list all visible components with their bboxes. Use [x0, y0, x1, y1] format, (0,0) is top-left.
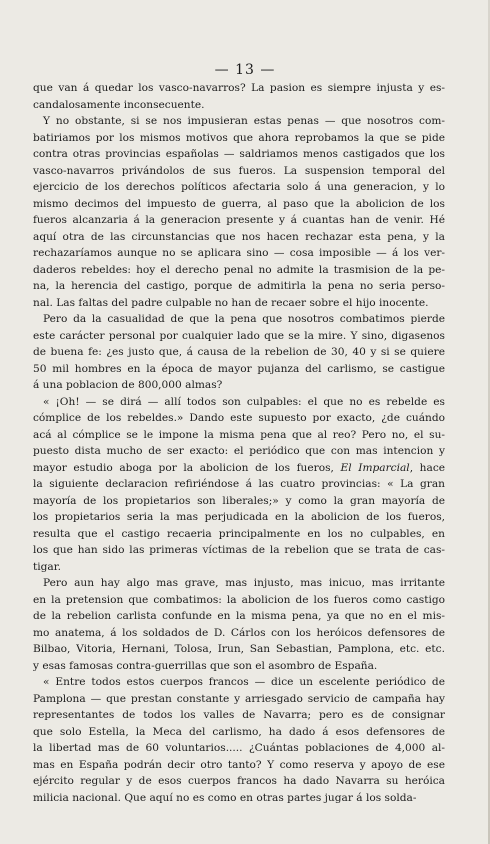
text-line: mismo decimos del impuesto de guerra, al paso que la abolicion de los — [33, 197, 445, 210]
text-line: los propietarios seria la mas perjudicada en la abolicion de los fueros, — [33, 511, 445, 523]
text-line: resulta que el castigo recaeria principalmente en los no culpables, en — [33, 527, 445, 540]
text-line: la siguiente declaracion refiriéndose á las cuatro provincias: « La gran — [33, 478, 445, 490]
text-line: vasco-navarros privándolos de sus fueros. La suspension temporal del — [33, 164, 445, 177]
text-line: cómplice de los rebeldes.» Dando este supuesto por exacto, ¿de cuándo — [33, 412, 445, 424]
text-line: contra otras provincias españolas — saldriamos menos castigados que los — [33, 148, 445, 160]
text-line: « Entre todos estos cuerpos francos — dice un escelente periódico de — [43, 676, 445, 688]
text-line: la libertad mas de 60 voluntarios..... ¿Cuántas poblaciones de 4,000 al- — [33, 742, 445, 754]
text-line: de buena fe: ¿es justo que, á causa de la rebelion de 30, 40 y si se quiere — [33, 346, 445, 358]
paragraph — [33, 575, 445, 674]
paragraph — [33, 674, 445, 806]
page-number: — 13 — — [214, 62, 276, 78]
paragraph — [33, 80, 445, 113]
text-line: milicia nacional. Que aquí no es como en otras partes jugar á los solda- — [33, 791, 417, 804]
text-line: puesto dista mucho de ser exacto: el periódico que con mas intencion y — [33, 445, 445, 457]
text-line: mo anatema, á los soldados de D. Cárlos con los heróicos defensores de — [33, 626, 445, 639]
paragraph — [33, 311, 445, 394]
text-line: nal. Las faltas del padre culpable no han de recaer sobre el hijo inocente. — [33, 296, 429, 309]
text-line: representantes de todos los valles de Navarra; pero es de consignar — [33, 709, 445, 721]
text-line: en la pretension que combatimos: la abolicion de los fueros como castigo — [33, 593, 445, 606]
body-text — [33, 80, 445, 806]
text-line: Pamplona — que prestan constante y arriesgado servicio de campaña hay — [33, 692, 445, 705]
text-line: mayor estudio aboga por la abolicion de los fueros, El Imparcial, hace — [33, 461, 446, 474]
text-line: Pero aun hay algo mas grave, mas injusto, mas inicuo, mas irritante — [43, 577, 445, 589]
text-line: batiriamos por los mismos motivos que ahora reprobamos la que se pide — [33, 131, 445, 144]
text-line: este carácter personal por cualquier lado que se la mire. Y sino, digasenos — [33, 329, 445, 342]
text-line: y esas famosas contra-guerrillas que son el asombro de España. — [33, 659, 378, 672]
text-line: 50 mil hombres en la época de mayor pujanza del carlismo, se castigue — [33, 362, 445, 375]
text-line: los que han sido las primeras víctimas de la rebelion que se trata de cas- — [33, 544, 445, 556]
text-line: Bilbao, Vitoria, Hernani, Tolosa, Irun, San Sebastian, Pamplona, etc. etc. — [33, 643, 445, 655]
text-line: Y no obstante, si se nos impusieran estas penas — que nosotros com- — [43, 115, 445, 127]
text-line: ejercicio de los derechos políticos afectaria solo á una generacion, y lo — [33, 181, 445, 193]
text-line: aquí otra de las circunstancias que nos hacen rechazar esta pena, y la — [33, 230, 445, 243]
text-line: á una poblacion de 800,000 almas? — [33, 379, 223, 391]
paragraph — [33, 394, 445, 576]
text-line: rechazaríamos aunque no se aplicara sino — cosa imposible — á los ver- — [33, 247, 445, 259]
text-line: « ¡Oh! — se dirá — allí todos son culpables: el que no es rebelde es — [43, 395, 445, 408]
text-line: acá al cómplice se le impone la misma pena que al reo? Pero no, el su- — [33, 428, 445, 441]
text-line: daderos rebeldes: hoy el derecho penal no admite la trasmision de la pe- — [33, 263, 445, 276]
text-line: que van á quedar los vasco-navarros? La pasion es siempre injusta y es- — [33, 82, 445, 94]
paragraph — [33, 113, 445, 311]
text-line: de la rebelion carlista confunde en la misma pena, ya que no en el mis- — [33, 610, 445, 622]
text-line: mayoría de los propietarios son liberales;» y como la gran mayoría de — [33, 494, 445, 507]
text-line: tigar. — [33, 560, 62, 573]
text-line: na, la herencia del castigo, porque de admitirla la pena no seria perso- — [33, 280, 445, 292]
text-line: mas en España podrán decir otro tanto? Y como reserva y apoyo de ese — [33, 758, 445, 771]
text-line: que solo Estella, la Meca del carlismo, ha dado á esos defensores de — [33, 725, 445, 738]
text-line: fueros alcanzaria á la generacion presente y á cuantas han de venir. Hé — [33, 214, 445, 226]
text-line: Pero da la casualidad de que la pena que nosotros combatimos pierde — [43, 313, 445, 325]
text-line: candalosamente inconsecuente. — [33, 98, 205, 111]
text-line: ejército regular y de esos cuerpos francos ha dado Navarra su heróica — [33, 775, 445, 787]
